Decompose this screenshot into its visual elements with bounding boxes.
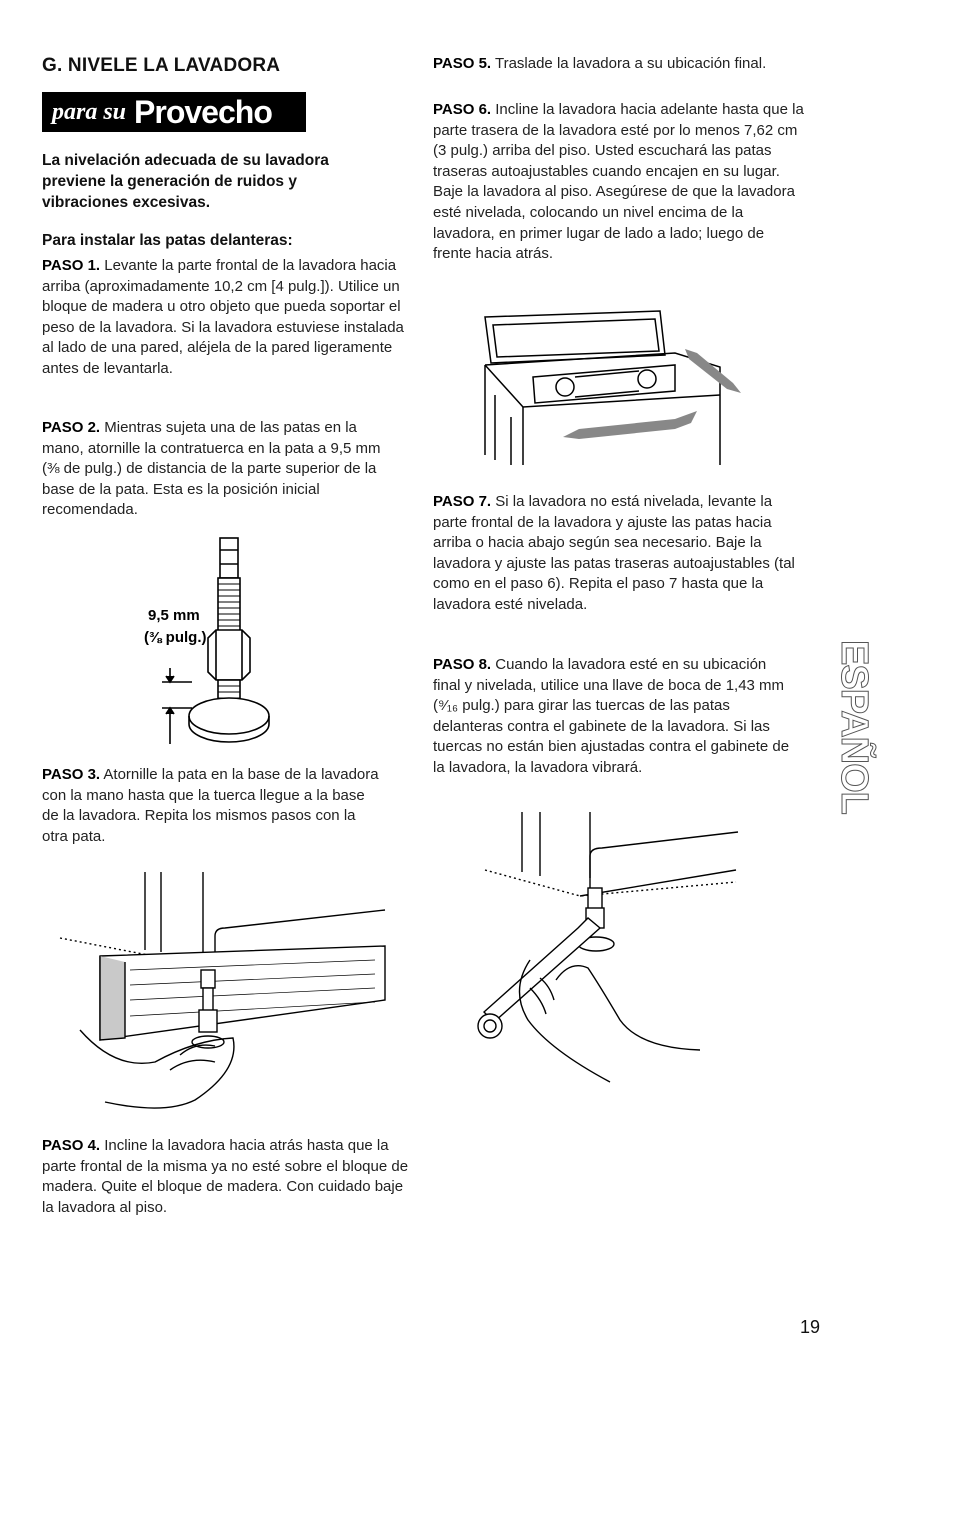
step-8 [433,655,793,779]
step-5-text: Traslade la lavadora a su ubicación final. [491,55,767,72]
step-6-text: Incline la lavadora hacia adelante hasta que la parte trasera de la lavadora esté por lo menos 7,62 cm (3 pulg.) arriba del piso. Usted escuchará las patas traseras autoajustables cuando encajen en su lugar. Baje la lavadora al piso. Asegúrese de que la lavadora esté nivelada, colocando un nivel encima de la lavadora, en primer lugar de lado a lado; luego de frente hacia atrás. [433,101,804,263]
step-7 [433,492,801,616]
side-tab-text: ESPAÑOL [833,640,875,814]
washer-on-block-illustration [55,870,395,1120]
step-3-text: Atornille la pata en la base de la lavadora con la mano hasta que la tuerca llegue a la base de la lavadora. Repita los mismos pasos con la otra pata. [42,766,379,845]
para-su-provecho-badge [42,92,306,132]
leveling-leg-illustration [140,530,300,750]
step-3 [42,765,382,847]
step-8-text: Cuando la lavadora esté en su ubicación final y nivelada, utilice una llave de boca de 1,43 mm (⁹⁄₁₆ pulg.) para girar las tuercas de las patas delanteras contra el gabinete de la lavadora. Si las tuercas no están bien ajustadas contra el gabinete de la lavadora, la lavadora vibrará. [433,656,790,776]
section-heading: G. NIVELE LA LAVADORA [42,55,281,76]
badge-word: Provecho [134,93,272,130]
washer-level-illustration [475,305,765,475]
step-2 [42,418,402,521]
step-5-label: PASO 5. [433,55,492,72]
step-8-label: PASO 8. [433,656,492,673]
step-1 [42,256,410,380]
step-4-text: Incline la lavadora hacia atrás hasta que la parte frontal de la misma ya no esté sobre el bloque de madera. Quite el bloque de madera. Con cuidado baje la lavadora al piso. [42,1137,409,1216]
language-side-tab [808,640,875,855]
step-1-label: PASO 1. [42,257,101,274]
step-7-label: PASO 7. [433,493,492,510]
step-1-text: Levante la parte frontal de la lavadora hacia arriba (aproximadamente 10,2 cm [4 pulg.]). Utilice un bloque de madera u otro objeto que pueda soportar el peso de la lavadora. Si la lavadora estuviese instalada al lado de una pared, aléjela de la pared ligeramente antes de levantarla. [42,257,404,377]
badge-prefix: para su [52,98,127,125]
lead-text: La nivelación adecuada de su lavadora previene la generación de ruidos y vibraciones excesivas. [42,152,329,211]
wrench-illustration [470,810,750,1090]
step-3-label: PASO 3. [42,766,101,783]
step-6 [433,100,805,265]
page-number: 19 [800,1317,821,1337]
step-2-label: PASO 2. [42,419,101,436]
dim-label-in: (⅜ pulg.) [144,629,207,646]
step-2-text: Mientras sujeta una de las patas en la mano, atornille la contratuerca en la pata a 9,5 mm (⅜ de pulg.) de distancia de la parte superior de la base de la pata. Esta es la posición inicial recomendada. [42,419,381,519]
step-5 [433,54,793,75]
step-6-label: PASO 6. [433,101,492,118]
subheading: Para instalar las patas delanteras: [42,232,293,249]
step-4-label: PASO 4. [42,1137,101,1154]
step-4 [42,1136,412,1218]
step-7-text: Si la lavadora no está nivelada, levante la parte frontal de la lavadora y ajuste las patas hacia arriba o hacia abajo según sea necesario. Baje la lavadora y ajuste las patas traseras autoajustables (tal como en el paso 6). Repita el paso 7 hasta que la lavadora esté nivelada. [433,493,795,613]
dim-label-mm: 9,5 mm [148,607,200,624]
